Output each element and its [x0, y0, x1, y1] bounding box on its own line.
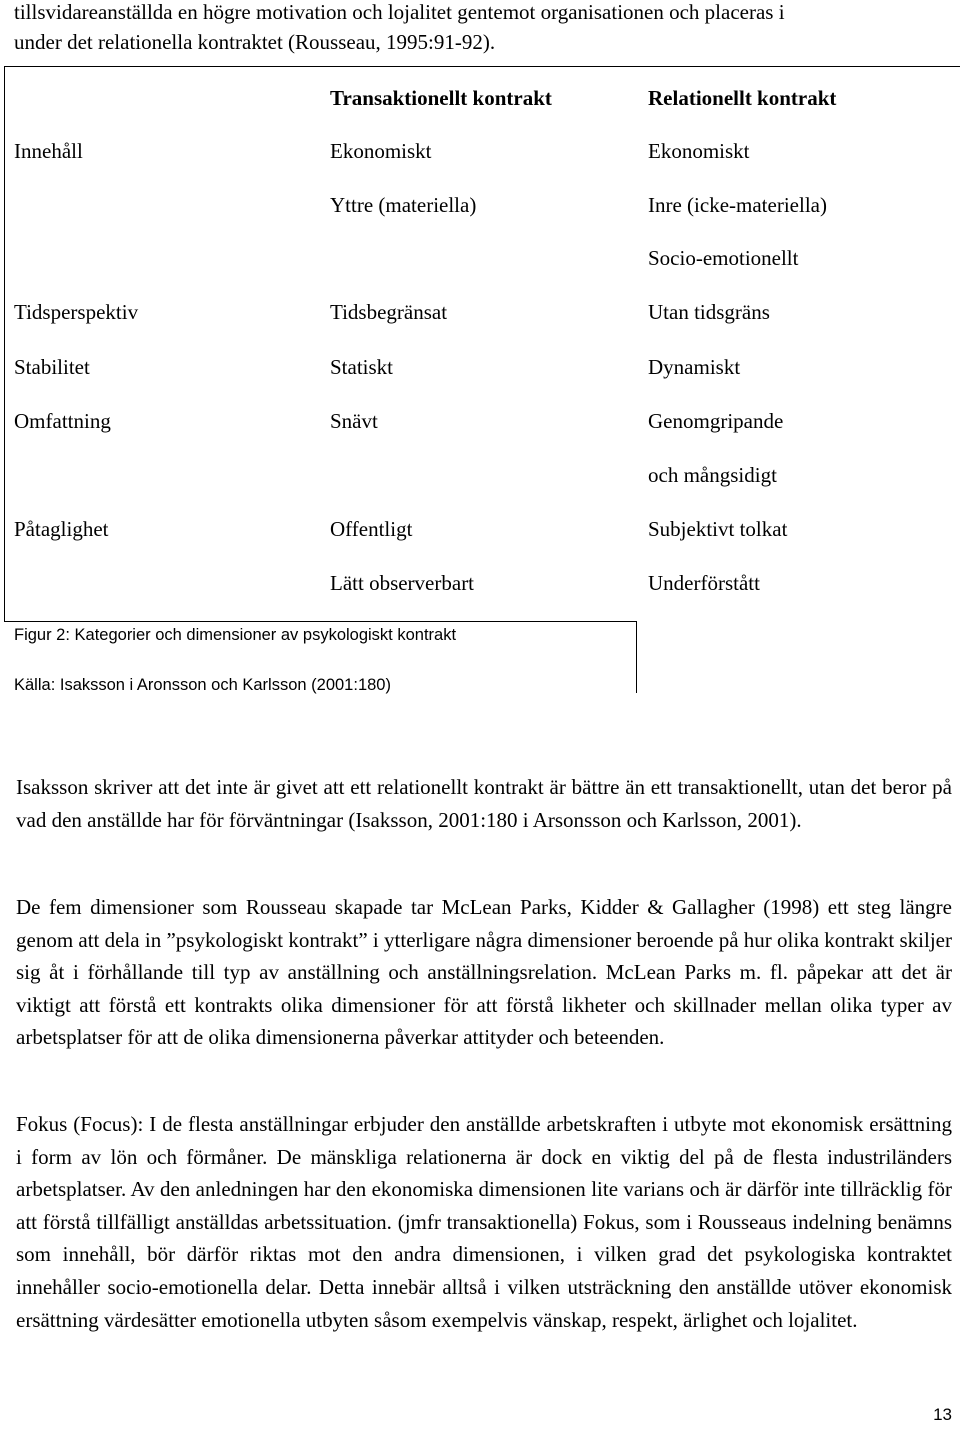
dimension-label: Påtaglighet — [14, 517, 109, 541]
figure-caption: Figur 2: Kategorier och dimensioner av psykologiskt kontrakt — [14, 626, 457, 644]
page-number: 13 — [933, 1405, 952, 1424]
relational-value: och mångsidigt — [648, 463, 777, 487]
table-border-bottom — [4, 621, 636, 622]
transactional-value: Statiskt — [330, 355, 394, 379]
header-relational: Relationellt kontrakt — [648, 86, 837, 110]
relational-value: Ekonomiskt — [648, 139, 750, 163]
paragraph: Isaksson skriver att det inte är givet att ett relationellt kontrakt är bättre än ett transaktionellt, utan det beror på vad den anställde har för förväntningar (Isaksson, 2001:180 i Arsonsson och Karlsson, 2001). — [16, 775, 952, 832]
transactional-value: Snävt — [330, 409, 378, 433]
dimension-label: Omfattning — [14, 409, 111, 433]
paragraph: De fem dimensioner som Rousseau skapade tar McLean Parks, Kidder & Gallagher (1998) ett steg längre genom att dela in ”psykologiskt kontrakt” i ytterligare några dimensioner beroende på hur olika kontrakt skiljer sig åt i förhållande till typ av anställning och anställningsrelation. McLean Parks m. fl. påpekar att det är viktigt att förstå ett kontrakts olika dimensioner för att förstå likheter och skillnader mellan olika typer av arbetsplatser för att de olika dimensionerna påverkar attityder och beteenden. — [16, 895, 952, 1050]
transactional-value: Offentligt — [330, 517, 413, 541]
dimension-label: Stabilitet — [14, 355, 90, 379]
relational-value: Socio-emotionellt — [648, 246, 799, 270]
table-border-left — [4, 66, 5, 621]
header-transactional: Transaktionellt kontrakt — [330, 86, 552, 110]
transactional-value: Ekonomiskt — [330, 139, 432, 163]
transactional-value: Yttre (materiella) — [330, 193, 477, 217]
figure-source: Källa: Isaksson i Aronsson och Karlsson (2001:180) — [14, 676, 391, 694]
relational-value: Utan tidsgräns — [648, 300, 770, 324]
relational-value: Inre (icke-materiella) — [648, 193, 827, 217]
relational-value: Underförstått — [648, 571, 760, 595]
table-border-top — [4, 66, 960, 67]
relational-value: Genomgripande — [648, 409, 784, 433]
transactional-value: Lätt observerbart — [330, 571, 475, 595]
intro-line-1: tillsvidareanställda en högre motivation och lojalitet gentemot organisationen och placeras i — [14, 0, 785, 24]
dimension-label: Tidsperspektiv — [14, 300, 139, 324]
intro-line-2: under det relationella kontraktet (Rousseau, 1995:91-92). — [14, 30, 496, 54]
paragraph: Fokus (Focus): I de flesta anställningar erbjuder den anställde arbetskraften i utbyte mot ekonomisk ersättning i form av lön och förmåner. De mänskliga relationerna är dock en viktig del på de flesta industriländers arbetsplatser. Av den anledningen har den ekonomiska dimensionen lite varians och är därför inte tillräcklig för att förstå tillfälligt anställdas arbetssituation. (jmfr transaktionella) Fokus, som i Rousseaus indelning benämns som innehåll, bör därför riktas mot den andra dimensionen, i vilken grad det psykologiska kontraktet innehåller socio-emotionella delar. Detta innebär alltså i vilken utsträckning den anställde utöver ekonomisk ersättning värdesätter emotionella utbyten såsom exempelvis vänskap, respekt, ärlighet och lojalitet. — [16, 1112, 952, 1332]
table-border-right — [636, 621, 637, 693]
dimension-label: Innehåll — [14, 139, 83, 163]
relational-value: Dynamiskt — [648, 355, 741, 379]
transactional-value: Tidsbegränsat — [330, 300, 448, 324]
relational-value: Subjektivt tolkat — [648, 517, 788, 541]
